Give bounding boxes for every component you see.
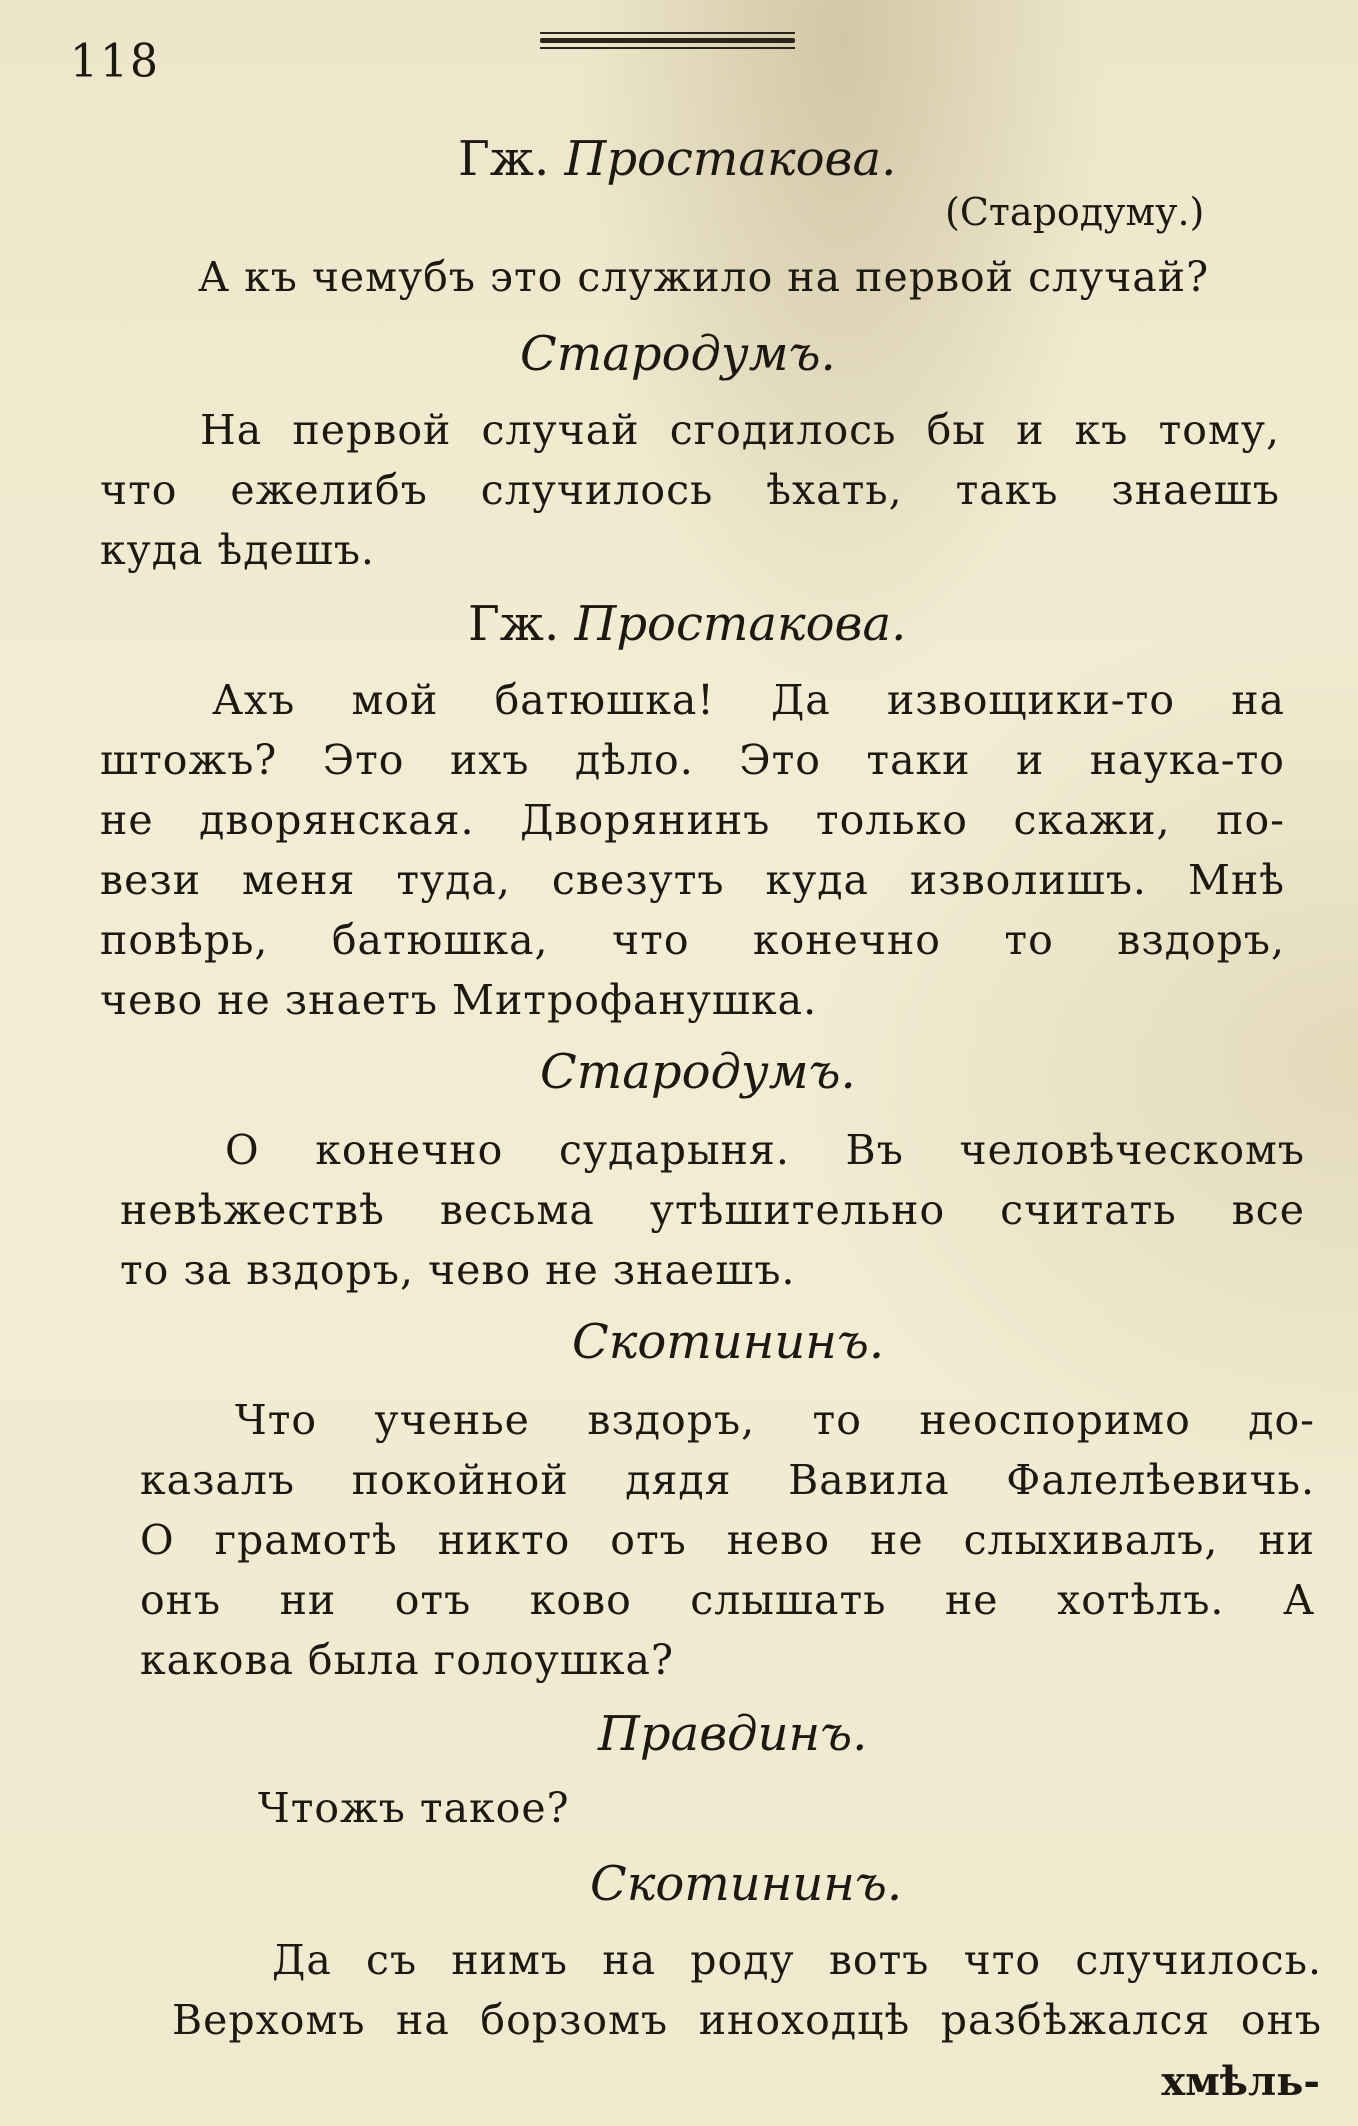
- speaker-title: Гж.: [468, 596, 560, 652]
- text-line: штожъ? Это ихъ дѣло. Это таки и наука-то: [100, 736, 1285, 784]
- text-line: Чтожъ такое?: [258, 1784, 570, 1832]
- speaker-heading: Скотининъ.: [590, 1856, 903, 1912]
- text-line: Ахъ мой батюшка! Да извощики-то на: [212, 676, 1285, 724]
- stage-direction: (Стародуму.): [945, 190, 1205, 234]
- speaker-title: Гж.: [458, 131, 550, 187]
- text-line: Да съ нимъ на роду вотъ что случилось.: [272, 1936, 1322, 1984]
- text-line: онъ ни отъ ково слышать не хотѣлъ. А: [140, 1576, 1315, 1624]
- text-line: Верхомъ на борзомъ иноходцѣ разбѣжался онъ: [172, 1996, 1322, 2044]
- text-line: О грамотѣ никто отъ нево не слыхивалъ, ни: [140, 1516, 1315, 1564]
- page-number: 118: [70, 34, 160, 89]
- speaker-name: Простакова.: [564, 131, 897, 187]
- text-line: куда ѣдешъ.: [100, 526, 375, 574]
- text-line: невѣжествѣ весьма утѣшительно считать все: [120, 1186, 1305, 1234]
- speaker-heading: Правдинъ.: [598, 1706, 868, 1762]
- speaker-heading: Скотининъ.: [572, 1314, 885, 1370]
- text-line: какова была голоушка?: [140, 1636, 674, 1684]
- ornament-thick-rule: [540, 38, 795, 43]
- speaker-heading: Стародумъ.: [540, 1044, 856, 1100]
- speaker-heading: [468, 596, 907, 652]
- text-line: О конечно сударыня. Въ человѣческомъ: [225, 1126, 1305, 1174]
- ornament-thin-rule: [540, 47, 795, 49]
- header-ornament-rule: [540, 30, 795, 50]
- speaker-name: Простакова.: [574, 596, 907, 652]
- text-line: что ежелибъ случилось ѣхать, такъ знаешъ: [100, 466, 1280, 514]
- text-line: Что ученье вздоръ, то неоспоримо до-: [235, 1396, 1315, 1444]
- text-line: На первой случай сгодилось бы и къ тому,: [200, 406, 1280, 454]
- speaker-heading: [458, 131, 897, 187]
- text-line: чево не знаетъ Митрофанушка.: [100, 976, 818, 1024]
- catchword: хмѣль-: [1161, 2058, 1320, 2105]
- speaker-heading: Стародумъ.: [520, 326, 836, 382]
- text-line: повѣрь, батюшка, что конечно то вздоръ,: [100, 916, 1285, 964]
- text-line: А къ чемубъ это служило на первой случай?: [198, 253, 1210, 301]
- text-line: то за вздоръ, чево не знаешъ.: [120, 1246, 796, 1294]
- ornament-thin-rule: [540, 32, 795, 34]
- text-line: вези меня туда, свезутъ куда изволишъ. Мнѣ: [100, 856, 1285, 904]
- text-line: не дворянская. Дворянинъ только скажи, по-: [100, 796, 1285, 844]
- text-line: казалъ покойной дядя Вавила Фалелѣевичь.: [140, 1456, 1315, 1504]
